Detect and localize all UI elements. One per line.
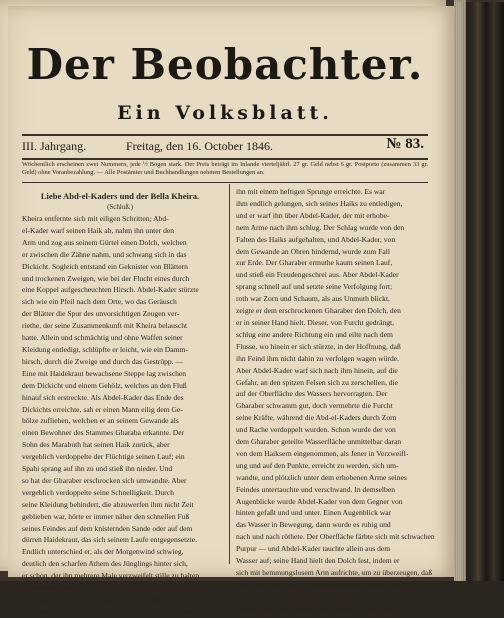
text-line: ihm endlich gelungen, sich seines Haiks zu entledigen, [236, 198, 403, 208]
text-line: seine Kräfte, während die Abd-el-Kaders durch Zorn [236, 413, 397, 423]
text-line: geblieben war, hörte er immer näher den schnellen Fuß [22, 511, 190, 521]
text-line: Zeitlang auf dem Wasser; doch war es nur noch ein [236, 603, 392, 613]
text-line: ihn Feind ihm nicht dahin zu verfolgen wagen würde. [236, 353, 400, 363]
text-line: sich plötzlich in dem Augenblicke um, als Abdel-Kader [22, 606, 191, 616]
text-line: nach und nach röthete. Der Oberfläche färbte sich mit schwachen [236, 532, 435, 542]
text-line: schlug eine andere Richtung ein und eilte nach dem [236, 329, 393, 339]
page-edges [454, 0, 466, 581]
text-line: sprang schnell auf und setzte seine Verfolgung fort; [236, 282, 393, 292]
article-text-right [236, 186, 435, 615]
column-right [236, 186, 435, 613]
text-line: er in seiner Hand hielt. Dieser, von Furcht gedrängt, [236, 317, 395, 327]
text-line: von dem Haiksern eingenommen, als Jener in Verzweifl- [236, 448, 409, 458]
text-line: deutlich den scharfen Athem des Jünglings hinter sich, [22, 559, 188, 569]
text-line: Arm und zog aus seinem Gürtel einen Dolch, welchen [22, 237, 187, 247]
text-line: Feindes untertauchte und verschwand. In demselben [236, 484, 395, 494]
text-line: Gefahr, an den spitzen Felsen sich zu zerschellen, die [236, 377, 399, 387]
text-line: el-Kader warf seinen Haik ab, nahm ihn unter den [22, 225, 175, 235]
text-line: Am Saume des Gehölzes wandte der Gharaber [22, 595, 164, 604]
issue-date: Freitag, den 16. October 1846. [126, 139, 273, 153]
text-line: dem Dickicht und einem Gehölz, welches an den Fluß [22, 380, 187, 390]
text-line: Eine mit Haidekraut bewachsene Steppe lag zwischen [22, 368, 187, 378]
issue-number: № 83. [386, 136, 424, 152]
text-line: zeigte er dem erschrockenen Gharaber den Dolch, den [236, 306, 401, 316]
text-line: angekündet hatte. [22, 583, 76, 593]
text-line: das Wasser in Bewegung, dann wurde es ruhig und [236, 520, 391, 530]
text-line: Augenblicke wurde Abdel-Kader von dem Gegner von [236, 496, 403, 506]
text-line: seine Kleidung behindert, die abzuwerfen ihm nicht Zeit [22, 499, 194, 509]
text-line: hatte. Allein und schmächtig und ohne Waffen seiner [22, 333, 183, 343]
text-line: zur Erde. Der Gharaber ermuthe kaum seinen Lauf, [236, 258, 393, 268]
text-line: Endlich unterschied er, als der Morgenwind schwieg, [22, 547, 184, 557]
text-line: seines Feindes auf dem knisternden Sande oder auf dem [22, 523, 193, 533]
text-line: er zwischen die Zähne nahm, und schwang sich in das [22, 249, 187, 259]
text-line: Flusse, wo hinein er sich stürzte, in der Hoffnung, daß [236, 341, 401, 351]
text-line: hirsch, durch die Zweige und durch das Gestrüpp. — [22, 356, 184, 366]
text-line: so hat der Gharaber erschrocken sich umwandte. Aber [22, 475, 187, 485]
rule-mid [22, 158, 428, 160]
masthead-subtitle: Ein Volksblatt. [117, 102, 333, 124]
text-line: Kleidung entledigt, schlüpfte er leicht, wie ein Damm- [22, 344, 188, 354]
text-line: Kheira entfernte sich mit eiligen Schritten; Abd- [22, 214, 169, 223]
text-line: aber wurde nach der Wahl auf die Kräfte um eine [236, 591, 386, 601]
text-line: Aber Abdel-Kader warf sich nach ihm hinein, auf die [236, 365, 398, 375]
masthead-title: Der Beobachter. [26, 40, 424, 89]
text-line: und stieß ein Freudengeschrei aus. Aber Abdel-Kader [236, 270, 399, 280]
text-line: sich mit hemmungslosem Arm aufrichte, um zu überzeugen, daß [236, 568, 433, 577]
text-line: riethe, der seine Zusammenkunft mit Kheira belauscht [22, 321, 188, 331]
text-line: hinauf sich erstreckte. Als Abdel-Kader das Ende des [22, 392, 184, 402]
text-line: Wasser auf; seine Hand hielt den Dolch fest, indem er [236, 556, 400, 566]
newspaper-sheet [8, 6, 454, 616]
text-line: dem Gharaber geteilte Wasserfläche unmittelbar daran [236, 437, 402, 447]
text-line: ung und auf den Punkte, erreicht zu werden, sich um- [236, 460, 399, 470]
text-line: Dickicht. Sogleich entstand ein Geknister von Blättern [22, 261, 188, 271]
text-line: sein Feind nicht mit ihm heraufgekommen wäre. Dieser [236, 579, 406, 589]
article-continued: (Schluß.) [107, 203, 133, 211]
text-line: er schon, der ihn mehrere Male verzweifelt stille zu halten [22, 571, 200, 581]
rule-top [22, 134, 428, 136]
text-line: Sohn des Marabuth hat seinen Haik zurück, aber [22, 440, 170, 450]
text-line: Falten des Haiks aufgehalten, und Abdel-Kader, von [236, 234, 396, 244]
text-line: einen Bewohner des Stammes Gharaba erkannte. Der [22, 428, 185, 438]
column-separator [229, 184, 230, 564]
article-title: Liebe Abd-el-Kaders und der Bella Kheira. [40, 191, 200, 201]
volume-label: III. Jahrgang. [22, 139, 87, 153]
text-line: vergeblich verdoppelte der Flüchtige seinen Lauf; ein [22, 452, 185, 462]
text-line: und trockenen Zweigen, wie bei der Flucht eines durch [22, 273, 190, 283]
text-line: eine Koppel aufgescheuchten Hirsch. Abdel-Kader stürzte [22, 285, 199, 295]
article-text-left [22, 213, 218, 618]
text-line: und Rache verdoppelt wurden. Schon wurde der von [236, 425, 396, 435]
text-line: Gharaber schwamm gut, doch vermehrte die Furcht [236, 401, 393, 411]
column-left [22, 186, 218, 616]
text-line: hinten gefaßt und und unter. Einen Augenblick war [236, 508, 392, 518]
text-line: auf der Oberfläche des Wassers hervorragten. Der [236, 389, 388, 399]
text-line: Dickichts erreichte, sah er einen Mann eilig dem Ge- [22, 404, 183, 414]
text-line: dem Gewande an Ohren hindernd, wurde zum Fall [236, 246, 390, 256]
text-line: der Blätter die Spur des unvorsichtigen Zeugen ver- [22, 309, 180, 319]
text-line: Spahi sprang auf ihn zu und stieß ihn nieder. Und [22, 464, 173, 474]
dateline [22, 136, 428, 157]
text-line: roth war Zorn und Schaum, als aus Unmuth blickt, [236, 294, 390, 304]
text-line: dürren Haidekraut, das sich seinem Laufe entgegensetzte. [22, 535, 198, 545]
text-line: nem Arme nach ihm schlug. Der Schlag wurde von den [236, 222, 405, 232]
text-line: Purpur — und Abdel-Kader tauchte allein aus dem [236, 544, 391, 554]
text-line: hölze zufliehen, welchen er an seinem Gewande als [22, 416, 179, 426]
text-line: sich wie ein Pfeil nach dem Orte, wo das Geräusch [22, 297, 177, 307]
text-line: wandte, und plötzlich unter dem erhobenen Arme seines [236, 472, 407, 482]
subscription-notice: Wöchentlich erscheinen zwei Nummern, jede ½ Bogen stark. Der Preis beträgt im Inlande vierteljährl. 27 gr. Geld nebst 6 gr. Postporto (zusammen 33 gr. Geld) ohne Voranbezahlung. — Alle Postämter und Buchhandlungen nehmen Bestellungen an. [22, 161, 428, 176]
text-line: und er warf ihn über Abdel-Kader, der mit erhobe- [236, 210, 390, 220]
text-line: vergeblich verdoppelte seine Schnelligkeit. Durch [22, 487, 174, 497]
text-line: ihn mit einem heftigen Sprunge erreichte. Es war [236, 187, 386, 196]
rule-bottom [22, 182, 428, 183]
